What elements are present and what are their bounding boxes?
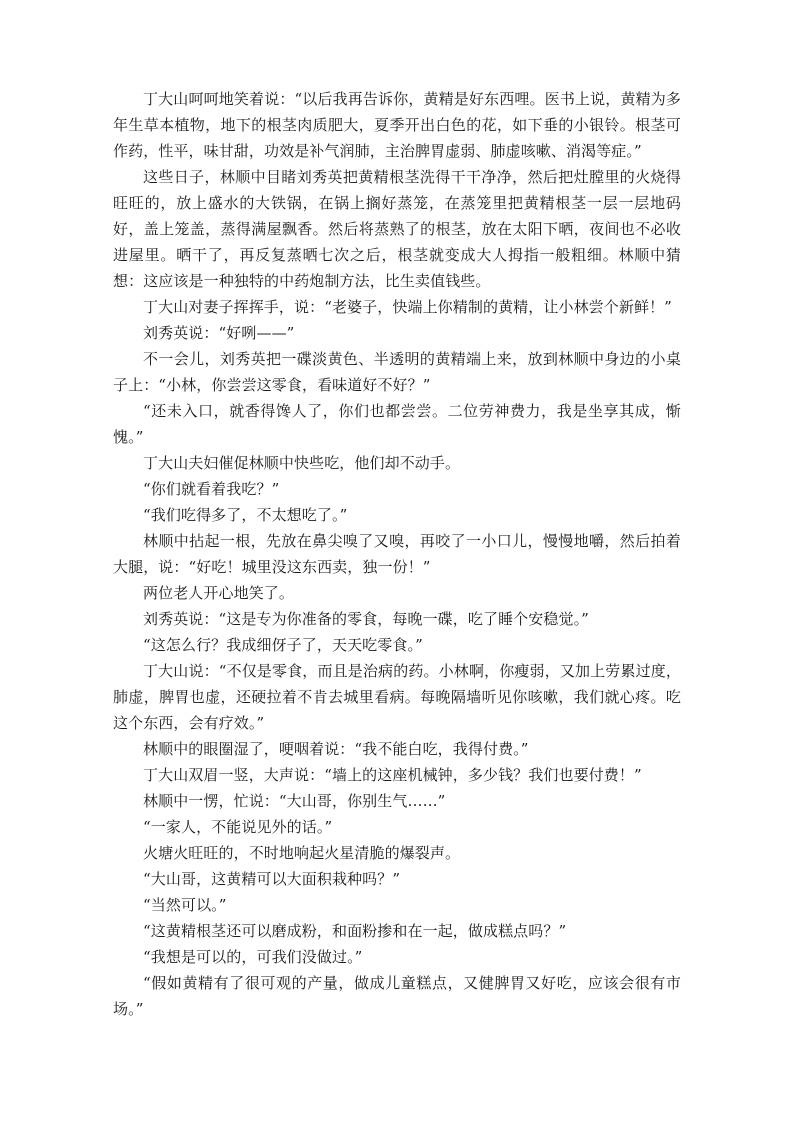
- paragraph-8: “你们就看着我吃？”: [143, 480, 280, 498]
- paragraph-16: 丁大山双眉一竖，大声说：“墙上的这座机械钟，多少钱？我们也要付费！”: [143, 766, 642, 784]
- paragraph-22: “这黄精根茎还可以磨成粉，和面粉掺和在一起，做成糕点吗？”: [143, 922, 567, 940]
- paragraph-5: 不一会儿，刘秀英把一碟淡黄色、半透明的黄精端上来，放到林顺中身边的小桌子上：“小林，你尝尝这零食，看味道好不好？”: [113, 350, 681, 394]
- paragraph-10: 林顺中拈起一根，先放在鼻尖嗅了又嗅，再咬了一小口儿，慢慢地嚼，然后拍着大腿，说：“好吃！城里没这东西卖，独一份！”: [113, 532, 681, 576]
- paragraph-14: 丁大山说：“不仅是零食，而且是治病的药。小林啊，你瘦弱，又加上劳累过度，肺虚，脾胃也虚，还硬拉着不肯去城里看病。每晚隔墙听见你咳嗽，我们就心疼。吃这个东西，会有疗效。”: [113, 662, 681, 732]
- paragraph-23: “我想是可以的，可我们没做过。”: [143, 948, 363, 966]
- paragraph-13: “这怎么行？我成细伢子了，天天吃零食。”: [143, 636, 423, 654]
- paragraph-2: 这些日子，林顺中目睹刘秀英把黄精根茎洗得干干净净，然后把灶膛里的火烧得旺旺的，放上盛水的大铁锅，在锅上搁好蒸笼，在蒸笼里把黄精根茎一层一层地码好，盖上笼盖，蒸得满屋飘香。然后将蒸熟了的根茎，放在太阳下晒，夜间也不必收进屋里。晒干了，再反复蒸晒七次之后，根茎就变成大人拇指一般粗细。林顺中猜想：这应该是一种独特的中药炮制方法，比生卖值钱些。: [113, 168, 681, 290]
- paragraph-1: 丁大山呵呵地笑着说：“以后我再告诉你，黄精是好东西哩。医书上说，黄精为多年生草本植物，地下的根茎肉质肥大，夏季开出白色的花，如下垂的小银铃。根茎可作药，性平，味甘甜，功效是补气润肺，主治脾胃虚弱、肺虚咳嗽、消渴等症。”: [113, 90, 681, 160]
- paragraph-18: “一家人，不能说见外的话。”: [143, 818, 333, 836]
- paragraph-12: 刘秀英说：“这是专为你准备的零食，每晚一碟，吃了睡个安稳觉。”: [143, 610, 589, 628]
- paragraph-11: 两位老人开心地笑了。: [143, 584, 295, 602]
- paragraph-15: 林顺中的眼圈湿了，哽咽着说：“我不能白吃，我得付费。”: [143, 740, 529, 758]
- paragraph-21: “当然可以。”: [143, 896, 227, 914]
- paragraph-4: 刘秀英说：“好咧——”: [143, 324, 295, 342]
- paragraph-7: 丁大山夫妇催促林顺中快些吃，他们却不动手。: [143, 454, 461, 472]
- paragraph-20: “大山哥，这黄精可以大面积栽种吗？”: [143, 870, 401, 888]
- paragraph-9: “我们吃得多了，不太想吃了。”: [143, 506, 348, 524]
- paragraph-3: 丁大山对妻子挥挥手，说：“老婆子，快端上你精制的黄精，让小林尝个新鲜！”: [143, 298, 672, 316]
- paragraph-17: 林顺中一愣，忙说：“大山哥，你别生气……”: [143, 792, 446, 810]
- document-page: [113, 86, 681, 1022]
- paragraph-6: “还未入口，就香得馋人了，你们也都尝尝。二位劳神费力，我是坐享其成，惭愧。”: [113, 402, 681, 446]
- paragraph-19: 火塘火旺旺的，不时地响起火星清脆的爆裂声。: [143, 844, 461, 862]
- paragraph-24: “假如黄精有了很可观的产量，做成儿童糕点，又健脾胃又好吃，应该会很有市场。”: [113, 974, 681, 1018]
